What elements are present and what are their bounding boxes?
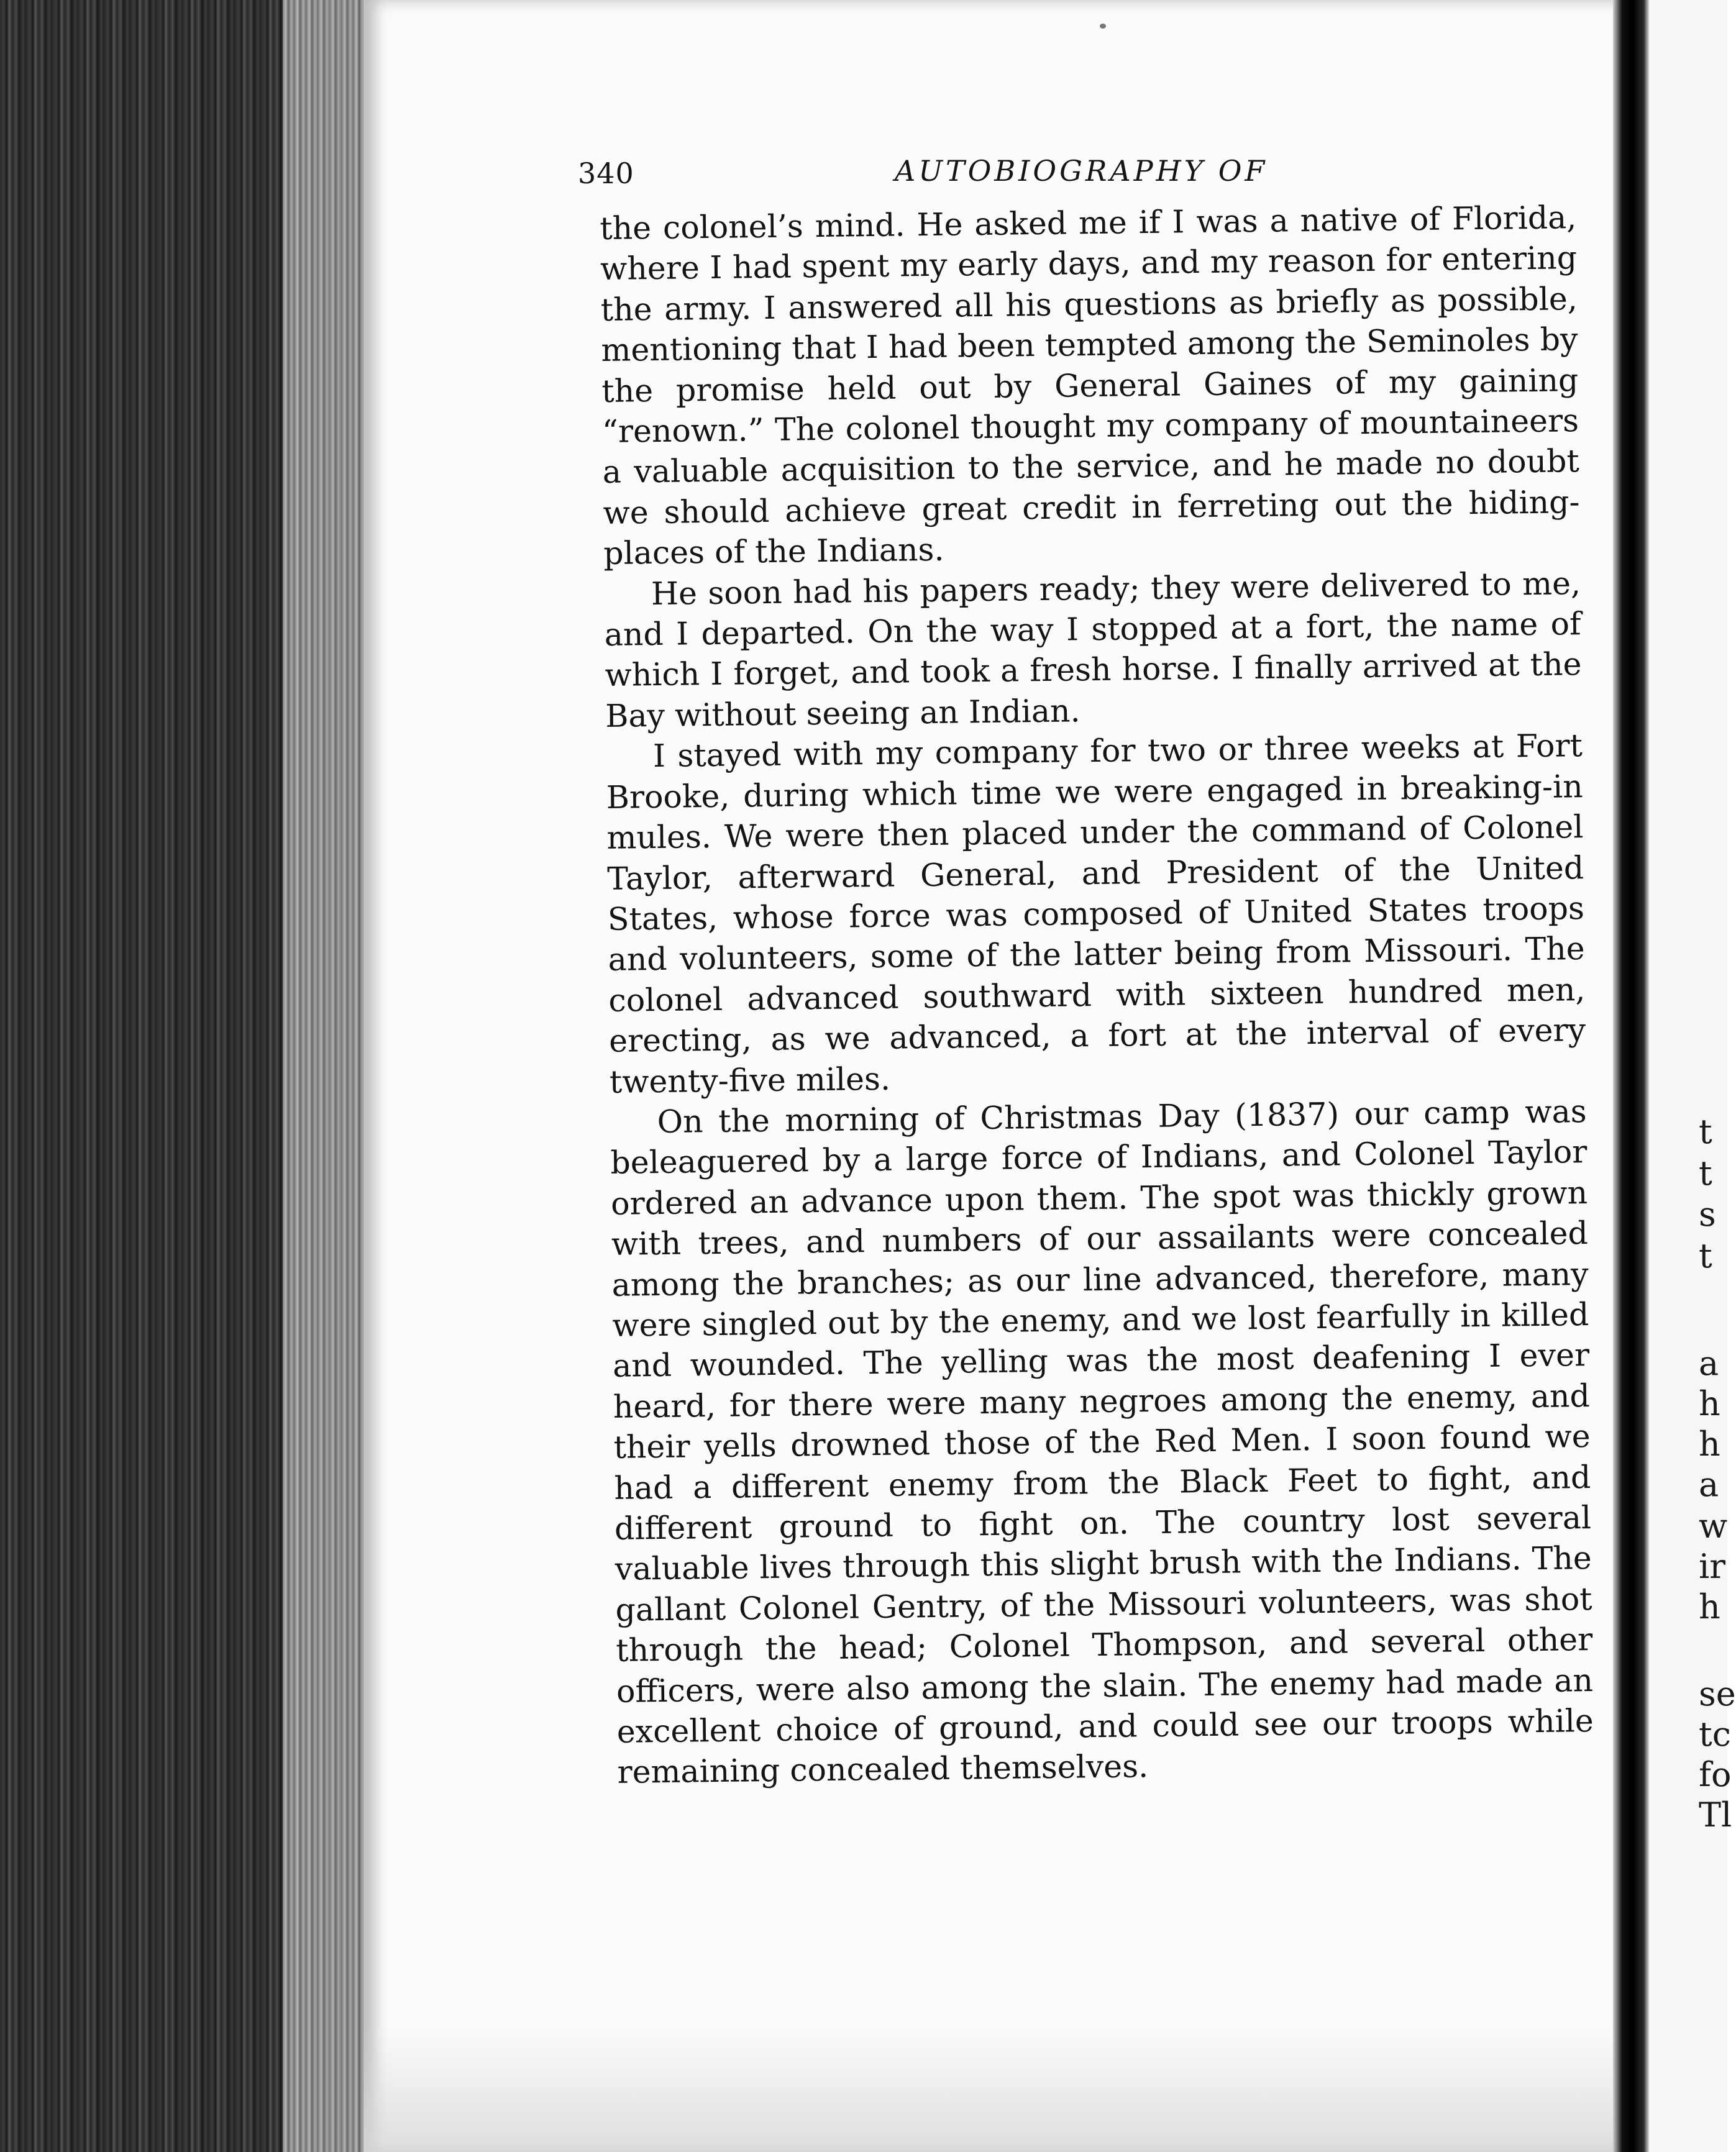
running-head: AUTOBIOGRAPHY OF — [895, 154, 1268, 188]
facing-page-fragment: h — [1699, 1587, 1720, 1626]
facing-page-fragment: fo — [1699, 1755, 1732, 1794]
facing-page-fragment: se — [1699, 1674, 1736, 1713]
facing-page-fragment: h — [1699, 1384, 1720, 1423]
ink-speck — [1100, 24, 1106, 29]
facing-page-fragment: w — [1699, 1507, 1728, 1546]
paragraph: He soon had his papers ready; they were delivered to me, and I departed. On the way I stopped at a fort, the name of which I forget, and took a fresh horse. I finally arrived at the Bay without seeing an Indian. — [604, 564, 1582, 734]
facing-page-fragment: tc — [1699, 1715, 1731, 1754]
facing-page-fragment: t — [1699, 1112, 1712, 1151]
facing-page-fragment: a — [1699, 1344, 1719, 1383]
book-gutter — [1613, 0, 1649, 2152]
paragraph: On the morning of Christmas Day (1837) our camp was beleaguered by a large force of Indians, and Colonel Taylor ordered an advance upon them. The spot was thickly grown with trees, and numbers of our assailants were concealed among the branches; as our line advanced, therefore, many were singled out by the enemy, and we lost fearfully in killed and wounded. The yelling was the most deafening I ever heard, for there were many negroes among the enemy, and their yells drowned those of the Red Men. I soon found we had a different enemy from the Black Feet to fight, and different ground to fight on. The country lost several valuable lives through this slight brush with the Indians. The gallant Colonel Gentry, of the Missouri volunteers, was shot through the head; Colonel Thompson, and several other officers, were also among the slain. The enemy had made an excellent choice of ground, and could see our troops while remaining concealed themselves. — [610, 1093, 1594, 1791]
facing-page-fragment: t — [1699, 1236, 1712, 1275]
body-text — [600, 197, 1594, 1793]
paragraph: the colonel’s mind. He asked me if I was a native of Florida, where I had spent my early days, and my reason for entering the army. I answered all his questions as briefly as possible, mentioning that I had been tempted among the Seminoles by the promise held out by General Gaines of my gaining “renown.” The colonel thought my company of mountaineers a valuable acquisition to the service, and he made no doubt we should achieve great credit in ferreting out the hiding-places of the Indians. — [600, 199, 1580, 572]
facing-page-fragment: h — [1699, 1425, 1720, 1464]
page-shadow — [363, 2025, 1634, 2152]
facing-page-fragment: t — [1699, 1154, 1712, 1193]
facing-page-fragment: s — [1699, 1195, 1716, 1234]
facing-page-fragment: ir — [1699, 1547, 1726, 1586]
facing-page-fragment: a — [1699, 1465, 1719, 1504]
paragraph: I stayed with my company for two or three weeks at Fort Brooke, during which time we were engaged in breaking-in mules. We were then placed under the command of Colonel Taylor, afterward General, and President of the United States, whose force was composed of United States troops and volunteers, some of the latter being from Missouri. The colonel advanced southward with sixteen hundred men, erecting, as we advanced, a fort at the interval of every twenty-five miles. — [606, 727, 1586, 1100]
page-number: 340 — [578, 157, 634, 190]
book-page-edges — [283, 0, 376, 2152]
facing-page-fragment: Tl — [1699, 1795, 1732, 1835]
